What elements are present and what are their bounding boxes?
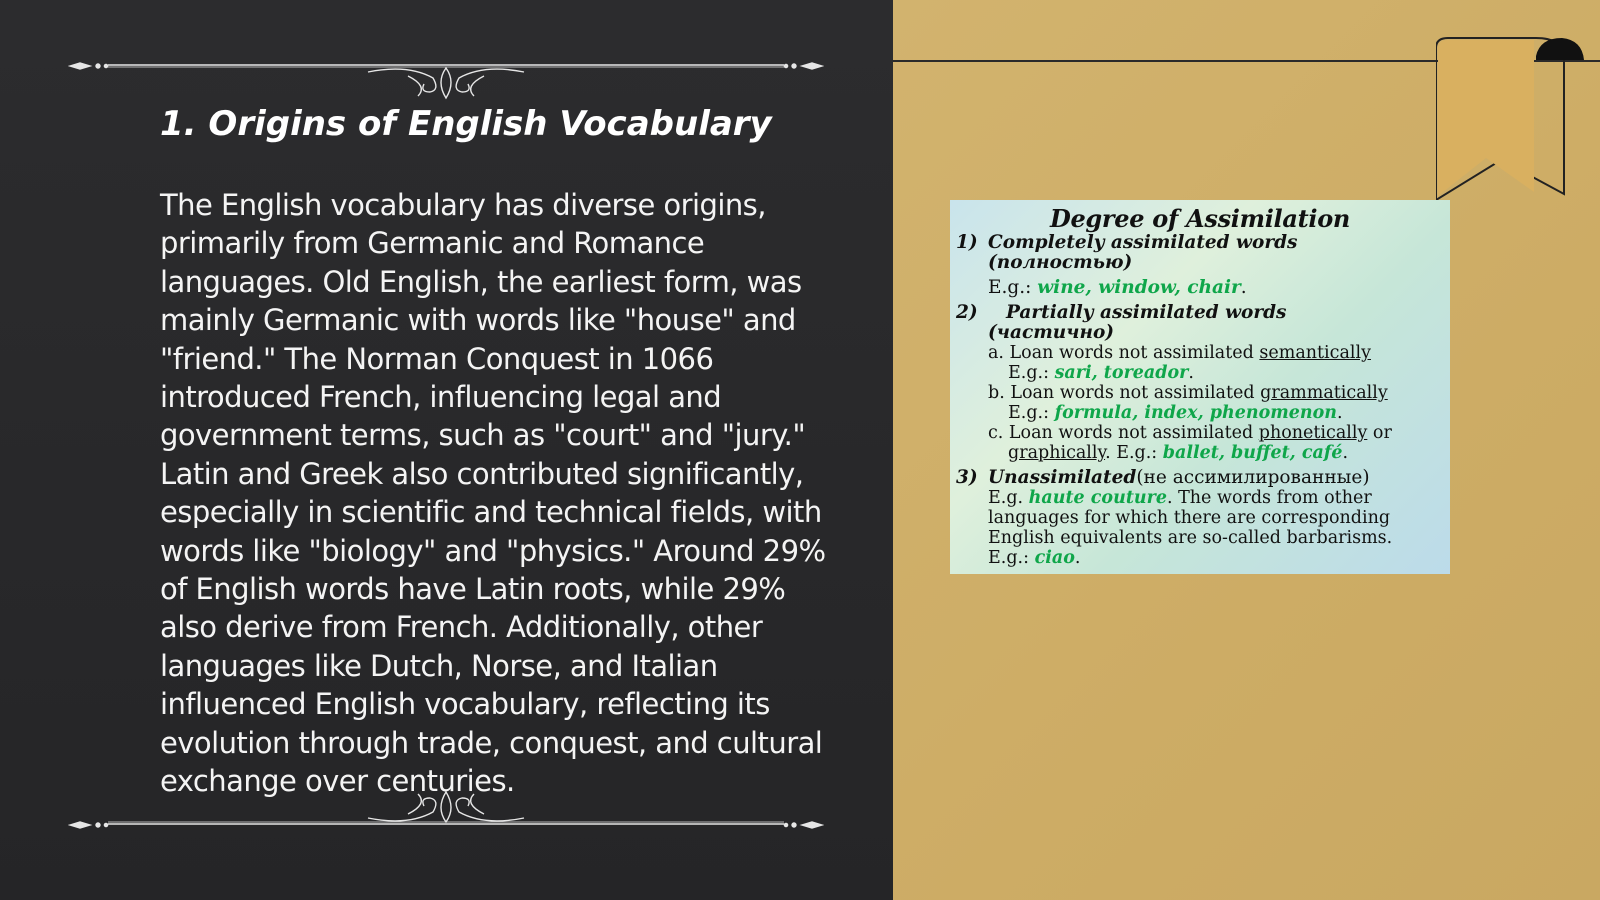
section-number: 2) [956,302,978,323]
section-note: (не ассимилированные) [1136,467,1370,488]
item-text: b. Loan words not assimilated [988,383,1261,403]
example-line [956,548,1444,568]
example-end: . [1342,443,1349,463]
description-line: English equivalents are so-called barbarisms. [988,528,1393,548]
item-a [956,343,1444,363]
example-words: sari, toreador [1054,363,1189,383]
section-completely-assimilated [956,233,1444,298]
item-keyword: graphically [1008,443,1106,463]
item-b [956,383,1444,403]
example-prefix: E.g.: [988,277,1038,298]
section-partially-assimilated [956,303,1444,463]
example-words: formula, index, phenomenon [1054,403,1338,423]
example-words: ballet, buffet, café [1162,443,1343,463]
item-b-example [956,403,1444,423]
item-a-example [956,363,1444,383]
example-words: wine, window, chair [1037,277,1241,298]
item-c-example [956,443,1444,463]
section-number: 3) [956,467,978,488]
assimilation-figure [950,200,1450,574]
example-words: haute couture [1028,488,1167,508]
example-end: . [1240,277,1247,298]
section-subheading: (частично) [988,322,1115,343]
example-prefix: E.g.: [1008,363,1055,383]
section-unassimilated [956,468,1444,568]
example-line [956,278,1444,298]
item-keyword: phonetically [1258,423,1368,443]
example-words: ciao [1034,548,1075,568]
example-prefix: E.g.: [1008,403,1055,423]
slide-title: 1. Origins of English Vocabulary [160,104,772,144]
example-end: . [1337,403,1343,423]
section-heading: Unassimilated [988,467,1137,488]
description-line: languages for which there are corresponding [988,508,1391,528]
item-keyword: semantically [1259,343,1371,363]
section-heading: Partially assimilated words [1006,302,1287,323]
item-text: c. Loan words not assimilated [988,423,1259,443]
item-keyword: grammatically [1260,383,1388,403]
example-end: . [1074,548,1081,568]
item-c [956,423,1444,443]
example-line [956,488,1444,508]
figure-title: Degree of Assimilation [1049,204,1351,233]
section-heading: Completely assimilated words [988,232,1298,253]
example-prefix: E.g.: [988,548,1035,568]
example-prefix: . E.g.: [1105,443,1163,463]
section-number: 1) [956,232,978,253]
bookmark-ribbon-icon [1436,36,1600,200]
item-connector: or [1367,423,1392,443]
top-ornament-divider [68,46,824,106]
description-text: . The words from other [1166,488,1372,508]
example-end: . [1188,363,1194,383]
section-subheading: (полностью) [988,252,1133,273]
example-prefix: E.g. [988,488,1029,508]
slide-body-text: The English vocabulary has diverse origins, primarily from Germanic and Romance languages. Old English, the earliest form, was mainly Germanic with words like "house" and "friend." The Norman Conquest in 1066 introduced French, influencing legal and government terms, such as "court" and "jury." Latin and Greek also contributed significantly, especially in scientific and technical fields, with words like "biology" and "physics." Around 29% of English words have Latin roots, while 29% also derive from French. Additionally, other languages like Dutch, Norse, and Italian influenced English vocabulary, reflecting its evolution through trade, conquest, and cultural exchange over centuries. [160,188,826,799]
item-text: a. Loan words not assimilated [988,343,1260,363]
